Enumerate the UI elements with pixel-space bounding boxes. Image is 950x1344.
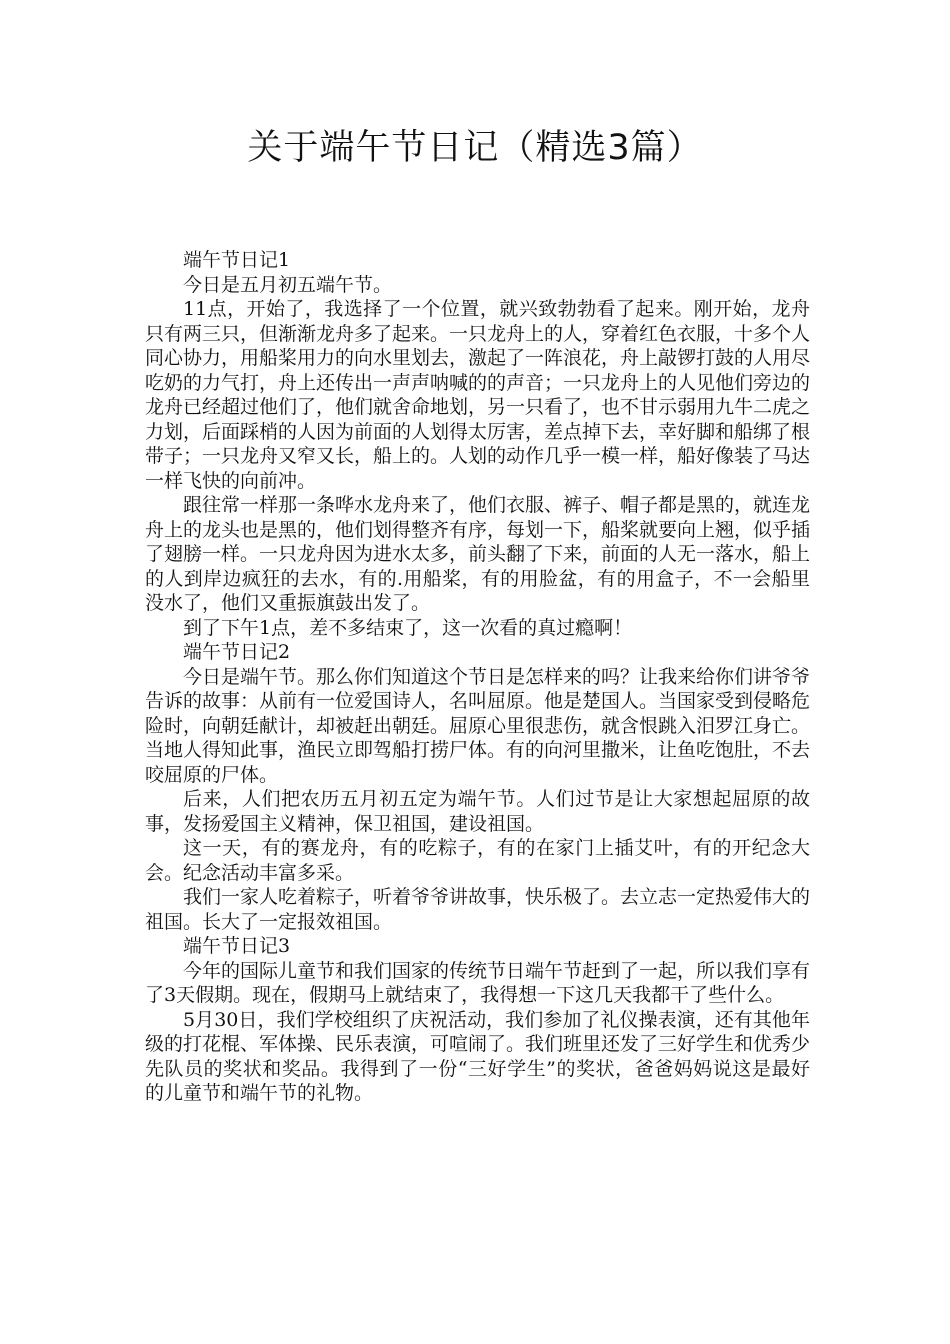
paragraph: 跟往常一样那一条哗水龙舟来了，他们衣服、裤子、帽子都是黑的，就连龙舟上的龙头也是黑的，他们划得整齐有序，每划一下，船桨就要向上翘，似乎插了翅膀一样。一只龙舟因为进水太多，前头翻了下来，前面的人无一落水，船上的人到岸边疯狂的去水，有的.用船桨，有的用脸盆，有的用盒子，不一会船里没水了，他们又重振旗鼓出发了。 [145, 494, 811, 614]
diary-2-heading: 端午节日记2 [183, 641, 291, 663]
diary-1-heading: 端午节日记1 [183, 249, 291, 271]
paragraph: 到了下午1点，差不多结束了，这一次看的真过瘾啊！ [183, 616, 633, 639]
paragraph: 后来，人们把农历五月初五定为端午节。人们过节是让大家想起屈原的故事，发扬爱国主义精神，保卫祖国，建设祖国。 [145, 788, 810, 835]
paragraph: 这一天，有的赛龙舟，有的吃粽子，有的在家门上插艾叶，有的开纪念大会。纪念活动丰富多采。 [145, 837, 810, 884]
paragraph: 今日是端午节。那么你们知道这个节日是怎样来的吗？让我来给你们讲爷爷告诉的故事：从前有一位爱国诗人，名叫屈原。他是楚国人。当国家受到侵略危险时，向朝廷献计，却被赶出朝廷。屈原心里很悲伤，就含恨跳入汨罗江身亡。当地人得知此事，渔民立即驾船打捞尸体。有的向河里撒米，让鱼吃饱肚，不去咬屈原的尸体。 [145, 665, 811, 786]
paragraph: 今日是五月初五端午节。 [183, 273, 393, 296]
paragraph: 11点，开始了，我选择了一个位置，就兴致勃勃看了起来。刚开始，龙舟只有两三只，但渐渐龙舟多了起来。一只龙舟上的人，穿着红色衣服，十多个人同心协力，用船桨用力的向水里划去，激起了一阵浪花，舟上敲锣打鼓的人用尽吃奶的力气打，舟上还传出一声声呐喊的的声音；一只龙舟上的人见他们旁边的龙舟已经超过他们了，他们就舍命地划，另一只看了，也不甘示弱用九牛二虎之力划，后面踩梢的人因为前面的人划得太厉害，差点掉下去，幸好脚和船绑了根带子；一只龙舟又窄又长，船上的。人划的动作几乎一模一样，船好像装了马达一样飞快的向前冲。 [145, 298, 811, 492]
paragraph: 今年的国际儿童节和我们国家的传统节日端午节赶到了一起，所以我们享有了3天假期。现在，假期马上就结束了，我得想一下这几天我都干了些什么。 [145, 959, 811, 1006]
document-body [145, 248, 810, 1106]
document-title: 关于端午节日记（精选3篇） [247, 128, 703, 168]
diary-3-heading: 端午节日记3 [183, 935, 291, 957]
paragraph: 5月30日，我们学校组织了庆祝活动，我们参加了礼仪操表演，还有其他年级的打花棍、军体操、民乐表演，可喧闹了。我们班里还发了三好学生和优秀少先队员的奖状和奖品。我得到了一份“三好学生”的奖状，爸爸妈妈说这是最好的儿童节和端午节的礼物。 [145, 1008, 811, 1104]
paragraph: 我们一家人吃着粽子，听着爷爷讲故事，快乐极了。去立志一定热爱伟大的祖国。长大了一定报效祖国。 [145, 886, 811, 933]
